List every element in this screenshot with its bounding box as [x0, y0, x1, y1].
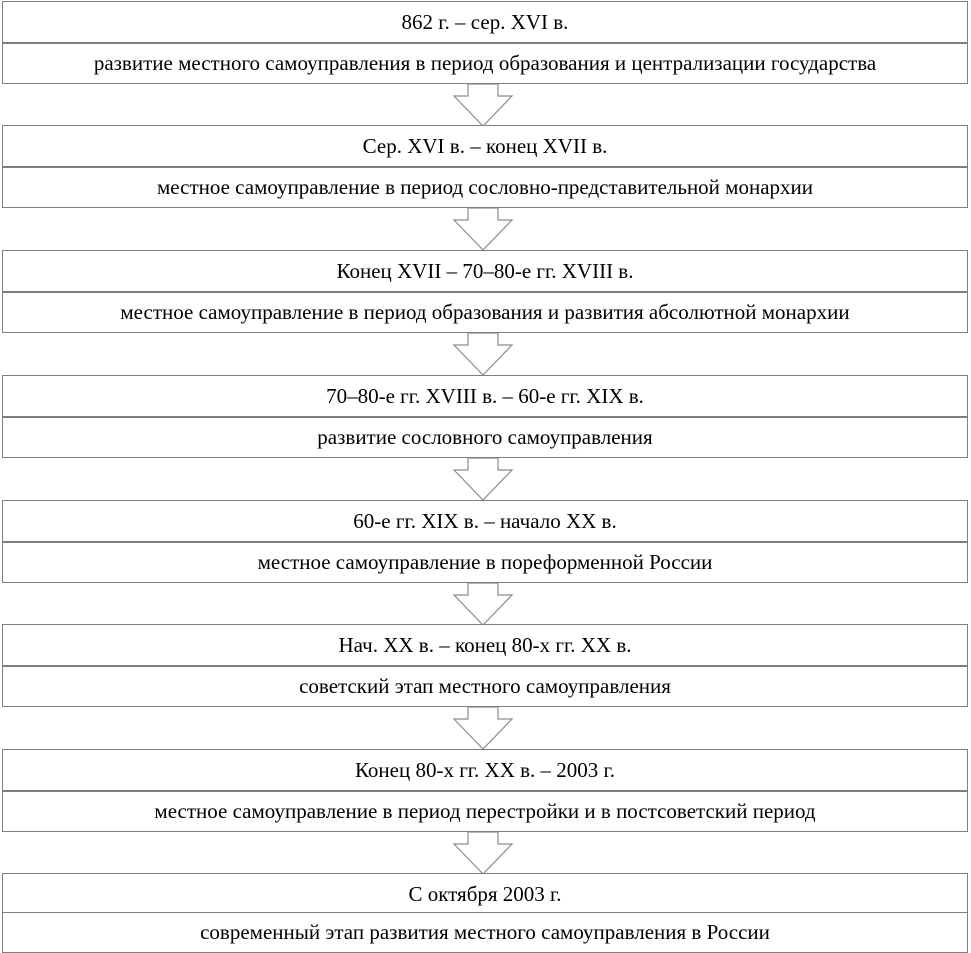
down-arrow-icon [452, 832, 514, 876]
stage-5-period: 60-е гг. XIX в. – начало XX в. [2, 500, 968, 542]
stage-4-period: 70–80-е гг. XVIII в. – 60-е гг. XIX в. [2, 375, 968, 417]
stage-2-period: Сер. XVI в. – конец XVII в. [2, 125, 968, 167]
stage-4-description: развитие сословного самоуправления [2, 417, 968, 458]
down-arrow-icon [452, 333, 514, 377]
stage-7-description: местное самоуправление в период перестройки и в постсоветский период [2, 791, 968, 832]
stage-8-period: С октября 2003 г. [2, 873, 968, 915]
stage-8-description: современный этап развития местного самоуправления в России [2, 912, 968, 953]
down-arrow-icon [452, 208, 514, 252]
stage-7-period: Конец 80-х гг. XX в. – 2003 г. [2, 749, 968, 791]
stage-5-description: местное самоуправление в пореформенной России [2, 542, 968, 583]
down-arrow-icon [452, 84, 514, 128]
down-arrow-icon [452, 707, 514, 751]
stage-6-description: советский этап местного самоуправления [2, 666, 968, 707]
stage-3-description: местное самоуправление в период образования и развития абсолютной монархии [2, 292, 968, 333]
down-arrow-icon [452, 458, 514, 502]
stage-1-description: развитие местного самоуправления в период образования и централизации государства [2, 43, 968, 84]
down-arrow-icon [452, 583, 514, 627]
stage-6-period: Нач. XX в. – конец 80-х гг. XX в. [2, 624, 968, 666]
stage-1-period: 862 г. – сер. XVI в. [2, 1, 968, 43]
stage-3-period: Конец XVII – 70–80-е гг. XVIII в. [2, 250, 968, 292]
stage-2-description: местное самоуправление в период сословно-представительной монархии [2, 167, 968, 208]
